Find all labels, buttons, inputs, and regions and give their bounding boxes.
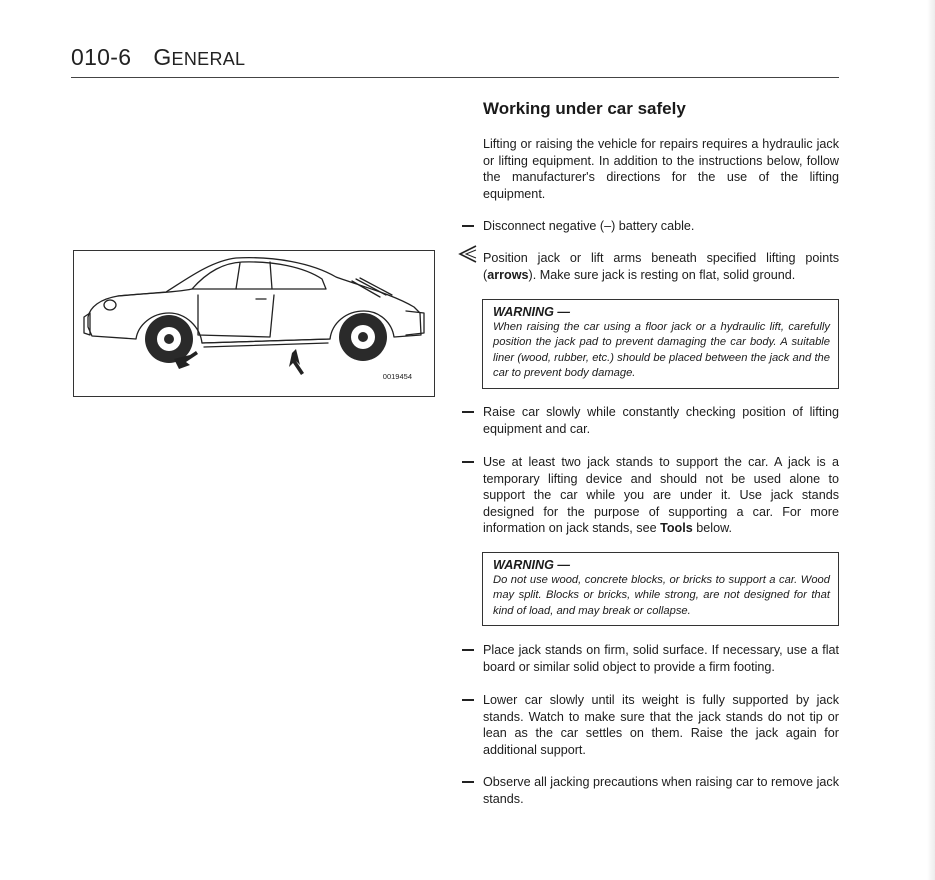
figure-pointer-icon [458,244,478,264]
step-dash [462,225,474,227]
step-observe-precautions: Observe all jacking precautions when raising car to remove jack stands. [483,775,839,806]
page-header [71,44,245,71]
step-jack-stands [483,454,839,537]
step-bold-text: Tools [660,521,693,535]
intro-paragraph: Lifting or raising the vehicle for repairs requires a hydraulic jack or lifting equipment. In addition to the instructions below, follow the manufacturer's directions for the use of the lifting equipment. [483,137,839,201]
page-edge-shadow [927,0,935,880]
step-dash [462,781,474,783]
header-rule [71,77,839,78]
step-firm-surface: Place jack stands on firm, solid surface. If necessary, use a flat board or similar solid object to provide a firm footing. [483,643,839,674]
step-lower-car: Lower car slowly until its weight is fully supported by jack stands. Watch to make sure that the jack stands do not tip or lean as the car settles on them. Raise the jack again for additional support. [483,693,839,757]
warning-body: Do not use wood, concrete blocks, or bricks to support a car. Wood may split. Blocks or bricks, while strong, are not designed for that kind of load, and may break or collapse. [493,574,830,617]
step-dash [462,411,474,413]
step-dash [462,699,474,701]
warning-title: WARNING — [493,558,570,572]
section-heading: Working under car safely [483,99,686,118]
warning-box-jack [482,299,839,389]
step-position-jack [483,250,839,283]
step-dash [462,461,474,463]
car-lifting-points-figure [73,250,435,397]
step-text: below. [692,521,732,535]
figure-id: 0019454 [382,372,412,381]
step-dash [462,649,474,651]
page-number: 010-6 [71,44,132,70]
warning-box-supports [482,552,839,626]
warning-title: WARNING — [493,305,570,319]
step-text: Use at least two jack stands to support the car. A jack is a temporary lifting device and should not be used alone to support the car while you are under it. Use jack stands designed for the purpose of supporting a car. For more information on jack stands, see [483,455,839,535]
step-bold-text: arrows [487,267,529,282]
step-disconnect-battery: Disconnect negative (–) battery cable. [483,219,695,233]
section-title-rest: ENERAL [171,49,246,69]
lifting-point-arrows-icon [174,349,304,375]
section-title-initial: G [153,44,172,70]
rear-wheel-icon [339,313,387,361]
step-raise-car: Raise car slowly while constantly checking position of lifting equipment and car. [483,405,839,436]
step-text: Position jack or lift arms beneath specified lifting points ( [483,251,839,282]
warning-body: When raising the car using a floor jack or a hydraulic lift, carefully position the jack pad to prevent damaging the car body. A suitable liner (wood, rubber, etc.) should be placed between the jack and the car to prevent body damage. [493,321,830,379]
front-wheel-icon [145,315,193,363]
step-text: ). Make sure jack is resting on flat, solid ground. [528,267,796,282]
car-illustration-icon [74,251,434,396]
